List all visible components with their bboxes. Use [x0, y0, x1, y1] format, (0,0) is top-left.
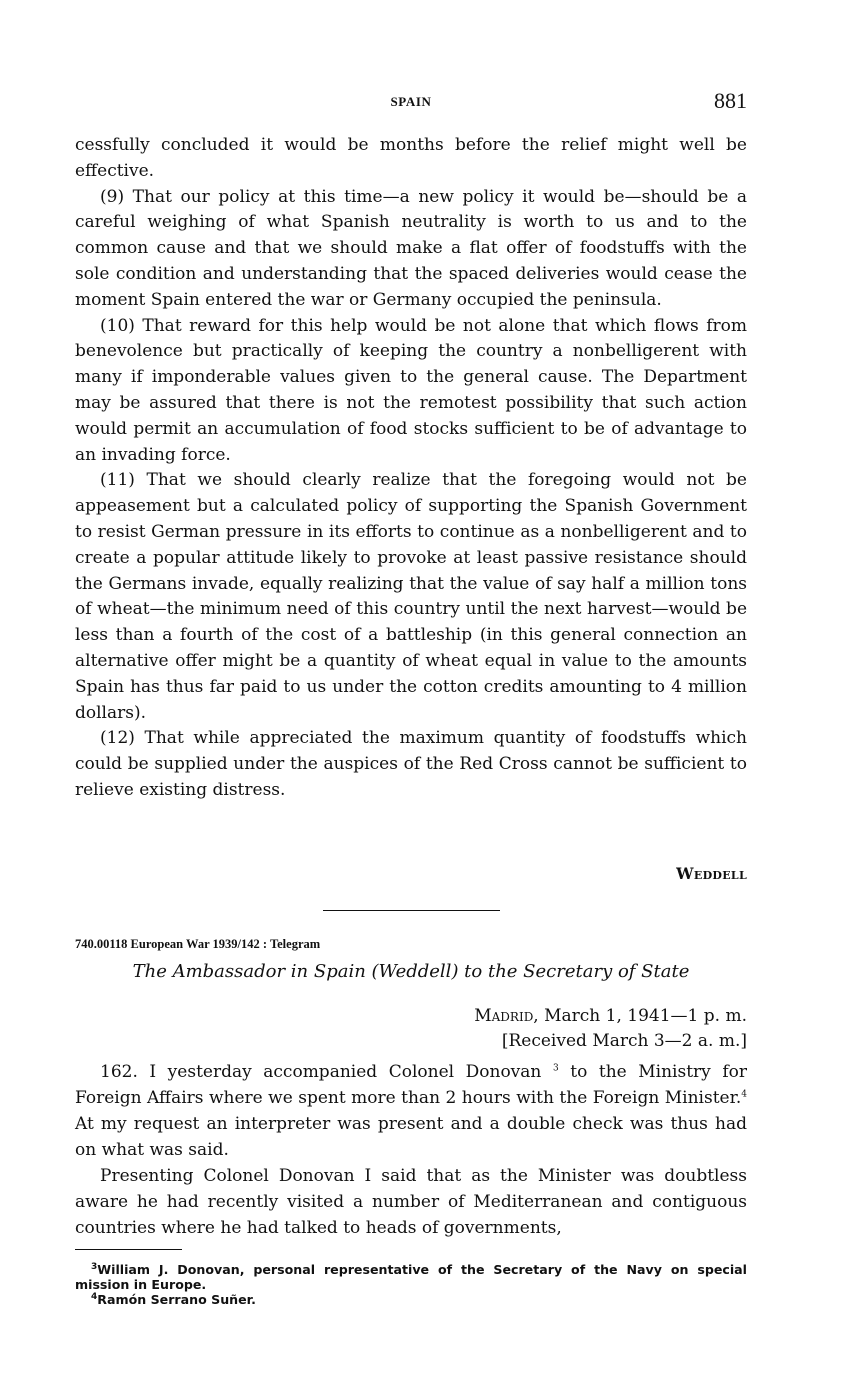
footnote-marker: 3 — [91, 1261, 98, 1272]
page-number: 881 — [714, 88, 747, 113]
telegram-text-part: to the Ministry for Foreign Affairs where we spent more than 2 hours with the Foreign Minister. — [75, 1062, 747, 1108]
footnote-text: William J. Donovan, personal representative of the Secretary of the Navy on special mission in Europe. — [75, 1262, 747, 1292]
footnote-ref-3: 3 — [552, 1063, 559, 1074]
paragraph-11: (11) That we should clearly realize that the foregoing would not be appeasement but a calculated policy of supporting the Spanish Government to resist German pressure in its efforts to continue as a nonbelligerent and to create a popular attitude likely to provoke at least passive resistance should the Germans invade, equally realizing that the value of say half a million tons of wheat—the minimum need of this country until the next harvest—would be less than a fourth of the cost of a battleship (in this general connection an alternative offer might be a quantity of wheat equal in value to the amounts Spain has thus far paid to us under the cotton credits amounting to 4 million dollars). — [75, 470, 747, 723]
body-text — [75, 133, 747, 804]
dateline-sent — [474, 1004, 747, 1029]
footnote-ref-4: 4 — [741, 1089, 747, 1100]
dateline-time: March 1, 1941—1 p. m. — [538, 1006, 747, 1026]
footnote-divider — [75, 1249, 182, 1250]
telegram-body — [75, 1059, 747, 1241]
telegram-text-part: 162. I yesterday accompanied Colonel Donovan — [100, 1062, 553, 1082]
footnote-4 — [75, 1292, 747, 1307]
section-divider — [323, 910, 500, 911]
dateline — [474, 1004, 747, 1054]
page-header — [75, 88, 747, 116]
footnotes — [75, 1262, 747, 1307]
dateline-place: Madrid, — [474, 1006, 539, 1026]
footnote-marker: 4 — [91, 1291, 98, 1302]
footnote-text: Ramón Serrano Suñer. — [97, 1292, 256, 1307]
file-reference: 740.00118 European War 1939/142 : Telegram — [75, 937, 321, 951]
paragraph-12: (12) That while appreciated the maximum quantity of foodstuffs which could be supplied under the auspices of the Red Cross cannot be sufficient to relieve existing distress. — [75, 728, 747, 800]
paragraph-10: (10) That reward for this help would be not alone that which flows from benevolence but practically of keeping the country a nonbelligerent with many if imponderable values given to the general cause. The Department may be assured that there is not the remotest possibility that such action would permit an accumulation of food stocks sufficient to be of advantage to an invading force. — [75, 315, 747, 465]
footnote-3 — [75, 1262, 747, 1292]
telegram-paragraph-2: Presenting Colonel Donovan I said that as the Minister was doubtless aware he had recently visited a number of Mediterranean and contiguous countries where he had talked to heads of governments, — [75, 1166, 747, 1238]
telegram-paragraph-162 — [75, 1059, 747, 1163]
paragraph-9: (9) That our policy at this time—a new policy it would be—should be a careful weighing of what Spanish neutrality is worth to us and to the common cause and that we should make a flat offer of foodstuffs with the sole condition and understanding that the spaced deliveries would cease the moment Spain entered the war or Germany occupied the peninsula. — [75, 186, 747, 310]
paragraph-continuation: cessfully concluded it would be months before the relief might well be effective. — [75, 135, 747, 181]
running-head: SPAIN — [390, 94, 432, 109]
signature: Weddell — [676, 864, 747, 883]
dateline-received: [Received March 3—2 a. m.] — [501, 1031, 747, 1051]
document-title: The Ambassador in Spain (Weddell) to the Secretary of State — [132, 961, 690, 982]
telegram-text-part: At my request an interpreter was present and a double check was thus had on what was said. — [75, 1114, 747, 1160]
